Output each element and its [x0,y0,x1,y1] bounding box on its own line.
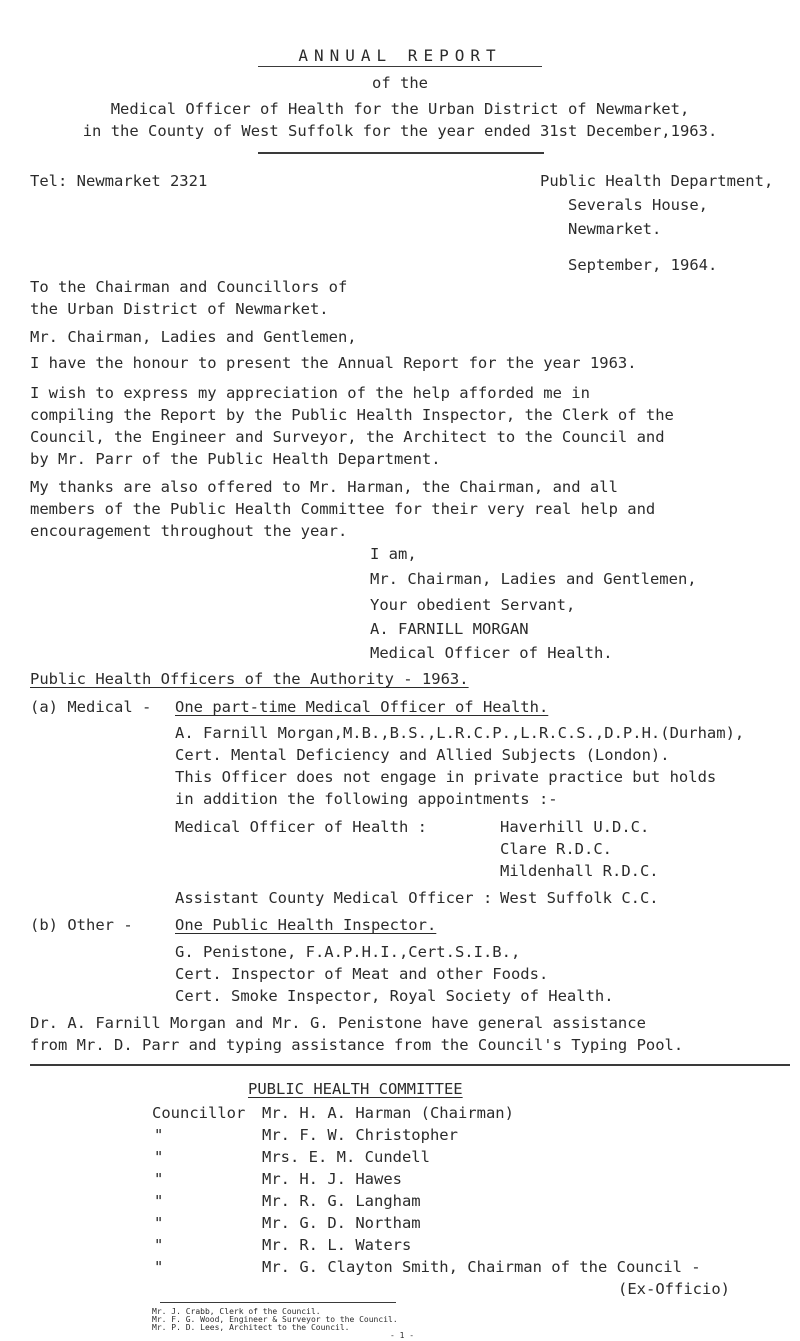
moh-appointment-2: Clare R.D.C. [500,840,612,858]
report-of: of the [372,74,428,92]
address-line-3: Newmarket. [568,220,662,238]
committee-prefix: " [154,1170,164,1188]
letter-p3-2: members of the Public Health Committee for their very real help and [30,500,656,518]
committee-prefix: " [154,1214,164,1232]
acmo-appointment: West Suffolk C.C. [500,889,659,907]
committee-prefix: " [154,1192,164,1210]
page-number: - 1 - [390,1331,415,1340]
moh-appointment-3: Mildenhall R.D.C. [500,862,659,880]
staff-line-3: Mr. P. D. Lees, Architect to the Council. [152,1323,350,1332]
committee-member: Mr. R. G. Langham [262,1192,421,1210]
addressee-1: To the Chairman and Councillors of [30,278,348,296]
signature: A. FARNILL MORGAN [370,620,529,638]
committee-prefix: " [154,1236,164,1254]
committee-prefix: " [154,1258,164,1276]
committee-member: Mr. H. J. Hawes [262,1170,402,1188]
address-line-2: Severals House, [568,196,708,214]
officer-a-line-3: This Officer does not engage in private practice but holds [175,768,717,786]
salutation: Mr. Chairman, Ladies and Gentlemen, [30,328,357,346]
report-title: ANNUAL REPORT [298,46,502,65]
letter-p2-2: compiling the Report by the Public Health Inspector, the Clerk of the [30,406,674,424]
officer-a-title: One part-time Medical Officer of Health. [175,698,549,716]
closing-2: Mr. Chairman, Ladies and Gentlemen, [370,570,697,588]
address-line-1: Public Health Department, [540,172,774,190]
officer-b-title: One Public Health Inspector. [175,916,437,934]
moh-appointment-1: Haverhill U.D.C. [500,818,650,836]
report-subtitle-2: in the County of West Suffolk for the year ended 31st December,1963. [82,122,718,140]
assistance-line-2: from Mr. D. Parr and typing assistance from the Council's Typing Pool. [30,1036,684,1054]
acmo-label: Assistant County Medical Officer : [175,889,493,907]
letter-p2-1: I wish to express my appreciation of the help afforded me in [30,384,590,402]
committee-member: Mr. H. A. Harman (Chairman) [262,1104,514,1122]
committee-prefix: " [154,1148,164,1166]
officer-a-line-1: A. Farnill Morgan,M.B.,B.S.,L.R.C.P.,L.R.C.S.,D.P.H.(Durham), [175,724,745,742]
signature-title: Medical Officer of Health. [370,644,613,662]
letter-p3-1: My thanks are also offered to Mr. Harman, the Chairman, and all [30,478,618,496]
title-underline [258,66,542,67]
staff-rule [160,1302,396,1303]
officer-b-label: (b) Other - [30,916,133,934]
officer-b-line-1: G. Penistone, F.A.P.H.I.,Cert.S.I.B., [175,943,521,961]
assistance-line-1: Dr. A. Farnill Morgan and Mr. G. Penistone have general assistance [30,1014,646,1032]
moh-label: Medical Officer of Health : [175,818,427,836]
telephone: Tel: Newmarket 2321 [30,172,208,190]
addressee-2: the Urban District of Newmarket. [30,300,329,318]
committee-member: Mr. R. L. Waters [262,1236,412,1254]
report-subtitle-1: Medical Officer of Health for the Urban District of Newmarket, [110,100,690,118]
header-rule [258,152,544,154]
staff-line-1: Mr. J. Crabb, Clerk of the Council. [152,1307,321,1316]
officer-a-label: (a) Medical - [30,698,152,716]
officers-heading: Public Health Officers of the Authority - 1963. [30,670,469,688]
committee-member: Mr. G. Clayton Smith, Chairman of the Council - [262,1258,701,1276]
committee-member: Mr. F. W. Christopher [262,1126,458,1144]
letter-date: September, 1964. [568,256,718,274]
committee-prefix: Councillor [152,1104,246,1122]
officer-a-line-2: Cert. Mental Deficiency and Allied Subjects (London). [175,746,670,764]
letter-p1: I have the honour to present the Annual Report for the year 1963. [30,354,637,372]
officer-b-line-3: Cert. Smoke Inspector, Royal Society of Health. [175,987,614,1005]
staff-line-2: Mr. F. G. Wood, Engineer & Surveyor to the Council. [152,1315,398,1324]
committee-prefix: " [154,1126,164,1144]
section-rule [30,1064,790,1066]
letter-p2-4: by Mr. Parr of the Public Health Department. [30,450,441,468]
committee-member: Mrs. E. M. Cundell [262,1148,430,1166]
officer-a-line-4: in addition the following appointments :- [175,790,558,808]
committee-member: Mr. G. D. Northam [262,1214,421,1232]
ex-officio: (Ex-Officio) [618,1280,730,1298]
closing-3: Your obedient Servant, [370,596,576,614]
letter-p2-3: Council, the Engineer and Surveyor, the Architect to the Council and [30,428,665,446]
officer-b-line-2: Cert. Inspector of Meat and other Foods. [175,965,549,983]
committee-heading: PUBLIC HEALTH COMMITTEE [248,1080,463,1098]
letter-p3-3: encouragement throughout the year. [30,522,348,540]
closing-1: I am, [370,545,417,563]
